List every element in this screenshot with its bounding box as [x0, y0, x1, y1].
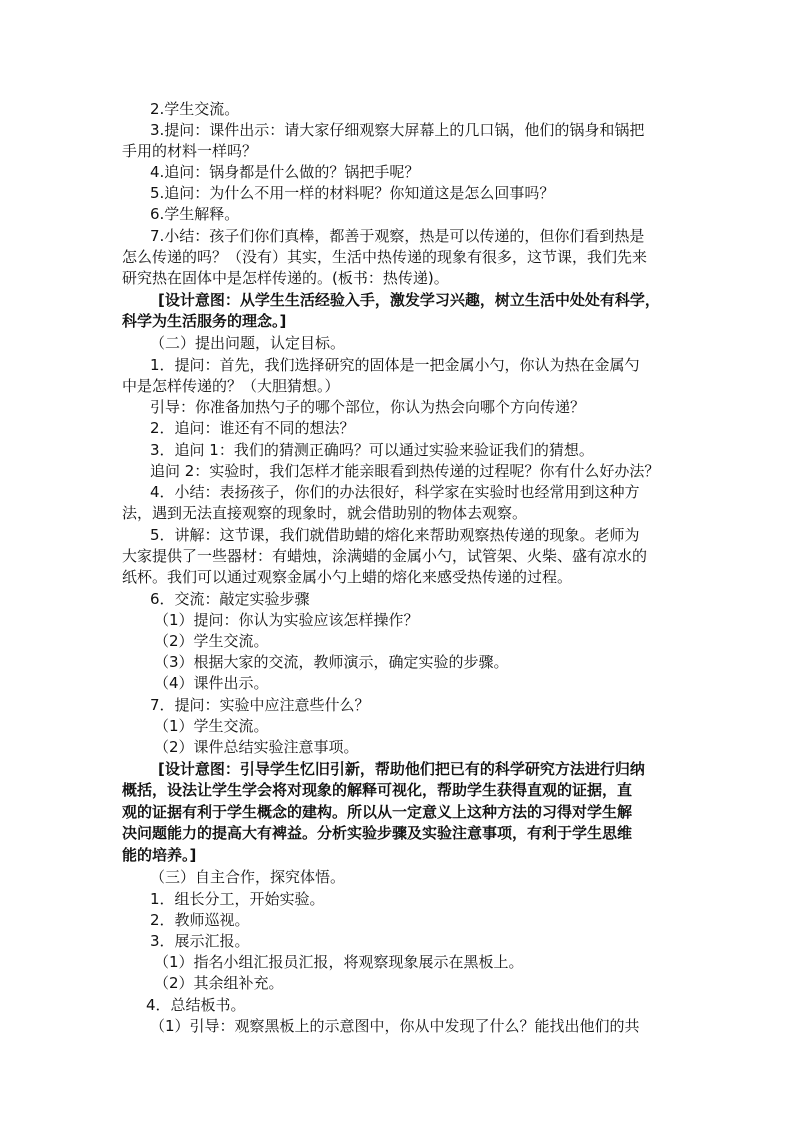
section-heading: （三）自主合作，探究体悟。 [150, 868, 346, 886]
design-intent-text: 决问题能力的提高大有裨益。分析实验步骤及实验注意事项，有利于学生思维 [122, 824, 633, 842]
text-line: 4．小结：表扬孩子，你们的办法很好，科学家在实验时也经常用到这种方 [150, 483, 640, 501]
text-line: 追问 2：实验时，我们怎样才能亲眼看到热传递的过程呢？你有什么好办法？ [150, 462, 660, 480]
text-line: 6.学生解释。 [150, 205, 240, 223]
text-line: 6．交流：敲定实验步骤 [150, 590, 310, 608]
text-line: 7.小结：孩子们你们真棒，都善于观察，热是可以传递的，但你们看到热是 [150, 227, 645, 245]
text-line: 4.追问：锅身都是什么做的？锅把手呢？ [150, 163, 420, 181]
design-intent-text: [设计意图：从学生生活经验入手，激发学习兴趣，树立生活中处处有科学， [158, 291, 660, 309]
design-intent-text: 能的培养。] [122, 846, 197, 864]
text-line: 引导：你准备加热勺子的哪个部位，你认为热会向哪个方向传递？ [150, 398, 586, 416]
text-line: 2．追问：谁还有不同的想法？ [150, 419, 355, 437]
text-line: （2）课件总结实验注意事项。 [154, 738, 359, 756]
design-intent-text: 概括，设法让学生学会将对现象的解释可视化，帮助学生获得直观的证据，直 [122, 781, 633, 799]
text-line: 怎么传递的吗？（没有）其实，生活中热传递的现象有很多，这节课，我们先来 [122, 248, 648, 266]
section-heading: （二）提出问题，认定目标。 [150, 334, 346, 352]
text-line: （1）提问：你认为实验应该怎样操作？ [154, 611, 419, 629]
text-line: 1．组长分工，开始实验。 [150, 890, 325, 908]
text-line: 1．提问：首先，我们选择研究的固体是一把金属小勺，你认为热在金属勺 [150, 356, 640, 374]
design-intent-text: 科学为生活服务的理念。] [122, 312, 287, 330]
text-line: 研究热在固体中是怎样传递的。(板书：热传递)。 [122, 269, 449, 287]
text-line: 7．提问：实验中应注意些什么？ [150, 696, 370, 714]
text-line: 5.追问：为什么不用一样的材料呢？你知道这是怎么回事吗？ [150, 184, 555, 202]
text-line: （2）学生交流。 [154, 632, 269, 650]
text-line: （2）其余组补充。 [154, 974, 284, 992]
design-intent-text: [设计意图：引导学生忆旧引新，帮助他们把已有的科学研究方法进行归纳 [158, 760, 645, 778]
text-line: 大家提供了一些器材：有蜡烛，涂满蜡的金属小勺，试管架、火柴、盛有凉水的 [122, 547, 648, 565]
text-line: 3．追问 1：我们的猜测正确吗？可以通过实验来验证我们的猜想。 [150, 441, 594, 459]
text-line: 3.提问：课件出示：请大家仔细观察大屏幕上的几口锅，他们的锅身和锅把 [150, 121, 645, 139]
text-line: （1）引导：观察黑板上的示意图中，你从中发现了什么？能找出他们的共 [150, 1017, 640, 1035]
text-line: 中是怎样传递的？（大胆猜想。） [122, 377, 340, 395]
text-line: 纸杯。我们可以通过观察金属小勺上蜡的熔化来感受热传递的过程。 [122, 568, 573, 586]
text-line: （1）指名小组汇报员汇报，将观察现象展示在黑板上。 [154, 953, 524, 971]
text-line: 4．总结板书。 [146, 996, 246, 1014]
text-line: 法，遇到无法直接观察的现象时，就会借助别的物体去观察。 [122, 504, 528, 522]
text-line: 2.学生交流。 [150, 100, 240, 118]
text-line: 手用的材料一样吗？ [122, 142, 258, 160]
text-line: （4）课件出示。 [154, 674, 269, 692]
text-line: 5．讲解：这节课，我们就借助蜡的熔化来帮助观察热传递的现象。老师为 [150, 526, 640, 544]
text-line: （3）根据大家的交流，教师演示，确定实验的步骤。 [154, 653, 509, 671]
text-line: 3．展示汇报。 [150, 932, 250, 950]
text-line: （1）学生交流。 [154, 717, 269, 735]
design-intent-text: 观的证据有利于学生概念的建构。所以从一定意义上这种方法的习得对学生解 [122, 803, 633, 821]
text-line: 2．教师巡视。 [150, 911, 250, 929]
